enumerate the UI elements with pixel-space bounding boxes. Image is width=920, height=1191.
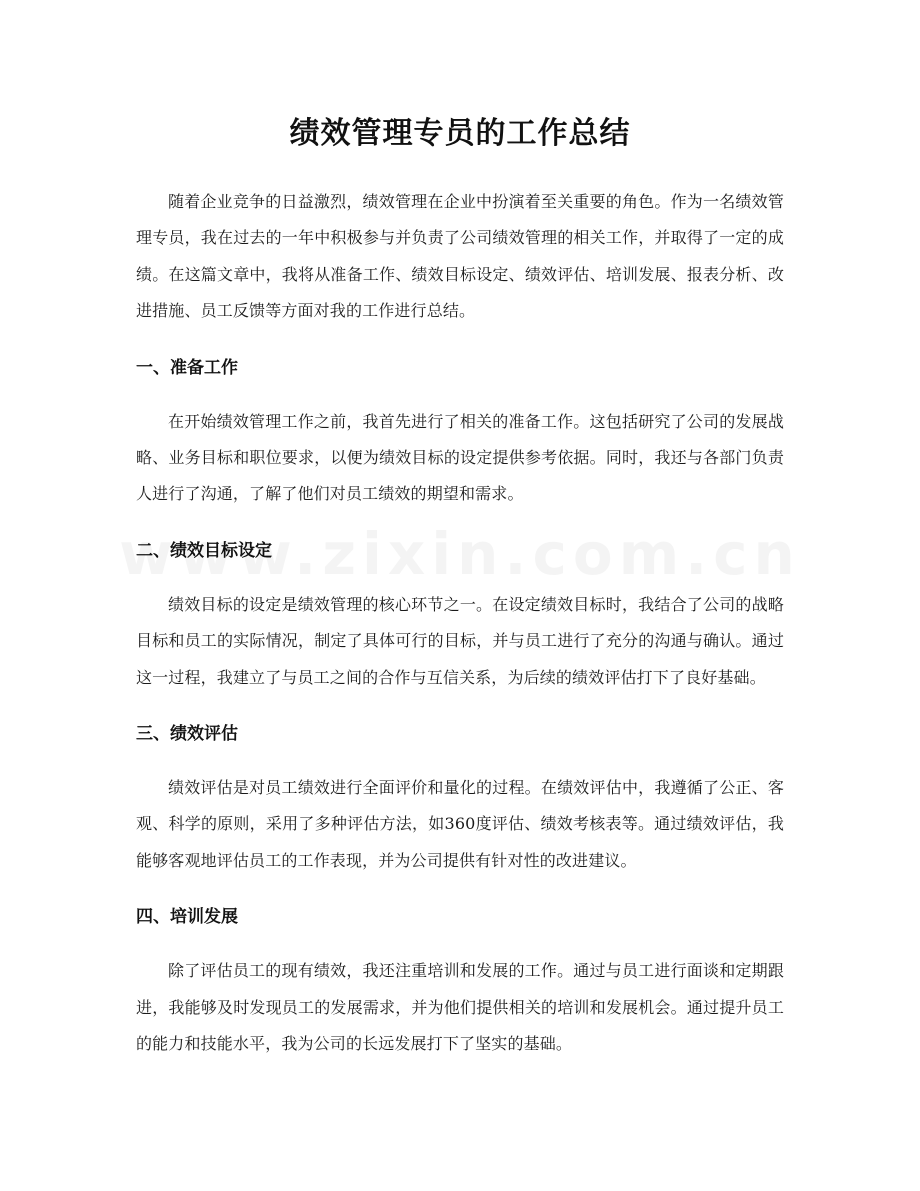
- section-paragraph: 绩效目标的设定是绩效管理的核心环节之一。在设定绩效目标时，我结合了公司的战略目标和员工的实际情况，制定了具体可行的目标，并与员工进行了充分的沟通与确认。通过这一过程，我建立了与员工之间的合作与互信关系，为后续的绩效评估打下了良好基础。: [136, 594, 784, 687]
- page-title: 绩效管理专员的工作总结: [289, 116, 631, 151]
- section-training: [136, 899, 784, 1062]
- section-evaluation: [136, 716, 784, 879]
- section-paragraph: 绩效评估是对员工绩效进行全面评价和量化的过程。在绩效评估中，我遵循了公正、客观、科学的原则，采用了多种评估方法，如360度评估、绩效考核表等。通过绩效评估，我能够客观地评估员工的工作表现，并为公司提供有针对性的改进建议。: [136, 778, 784, 870]
- section-heading: 三、绩效评估: [136, 724, 238, 745]
- section-paragraph: 除了评估员工的现有绩效，我还注重培训和发展的工作。通过与员工进行面谈和定期跟进，我能够及时发现员工的发展需求，并为他们提供相关的培训和发展机会。通过提升员工的能力和技能水平，我为公司的长远发展打下了坚实的基础。: [136, 961, 784, 1054]
- section-paragraph: 在开始绩效管理工作之前，我首先进行了相关的准备工作。这包括研究了公司的发展战略、业务目标和职位要求，以便为绩效目标的设定提供参考依据。同时，我还与各部门负责人进行了沟通，了解了他们对员工绩效的期望和需求。: [136, 411, 784, 504]
- section-goal-setting: [136, 533, 784, 696]
- section-heading: 一、准备工作: [136, 357, 238, 378]
- intro-paragraph: 随着企业竞争的日益激烈，绩效管理在企业中扮演着至关重要的角色。作为一名绩效管理专员，我在过去的一年中积极参与并负责了公司绩效管理的相关工作，并取得了一定的成绩。在这篇文章中，我将从准备工作、绩效目标设定、绩效评估、培训发展、报表分析、改进措施、员工反馈等方面对我的工作进行总结。: [136, 192, 784, 321]
- section-heading: 四、培训发展: [136, 907, 238, 928]
- section-preparation: [136, 350, 784, 513]
- section-heading: 二、绩效目标设定: [136, 540, 272, 561]
